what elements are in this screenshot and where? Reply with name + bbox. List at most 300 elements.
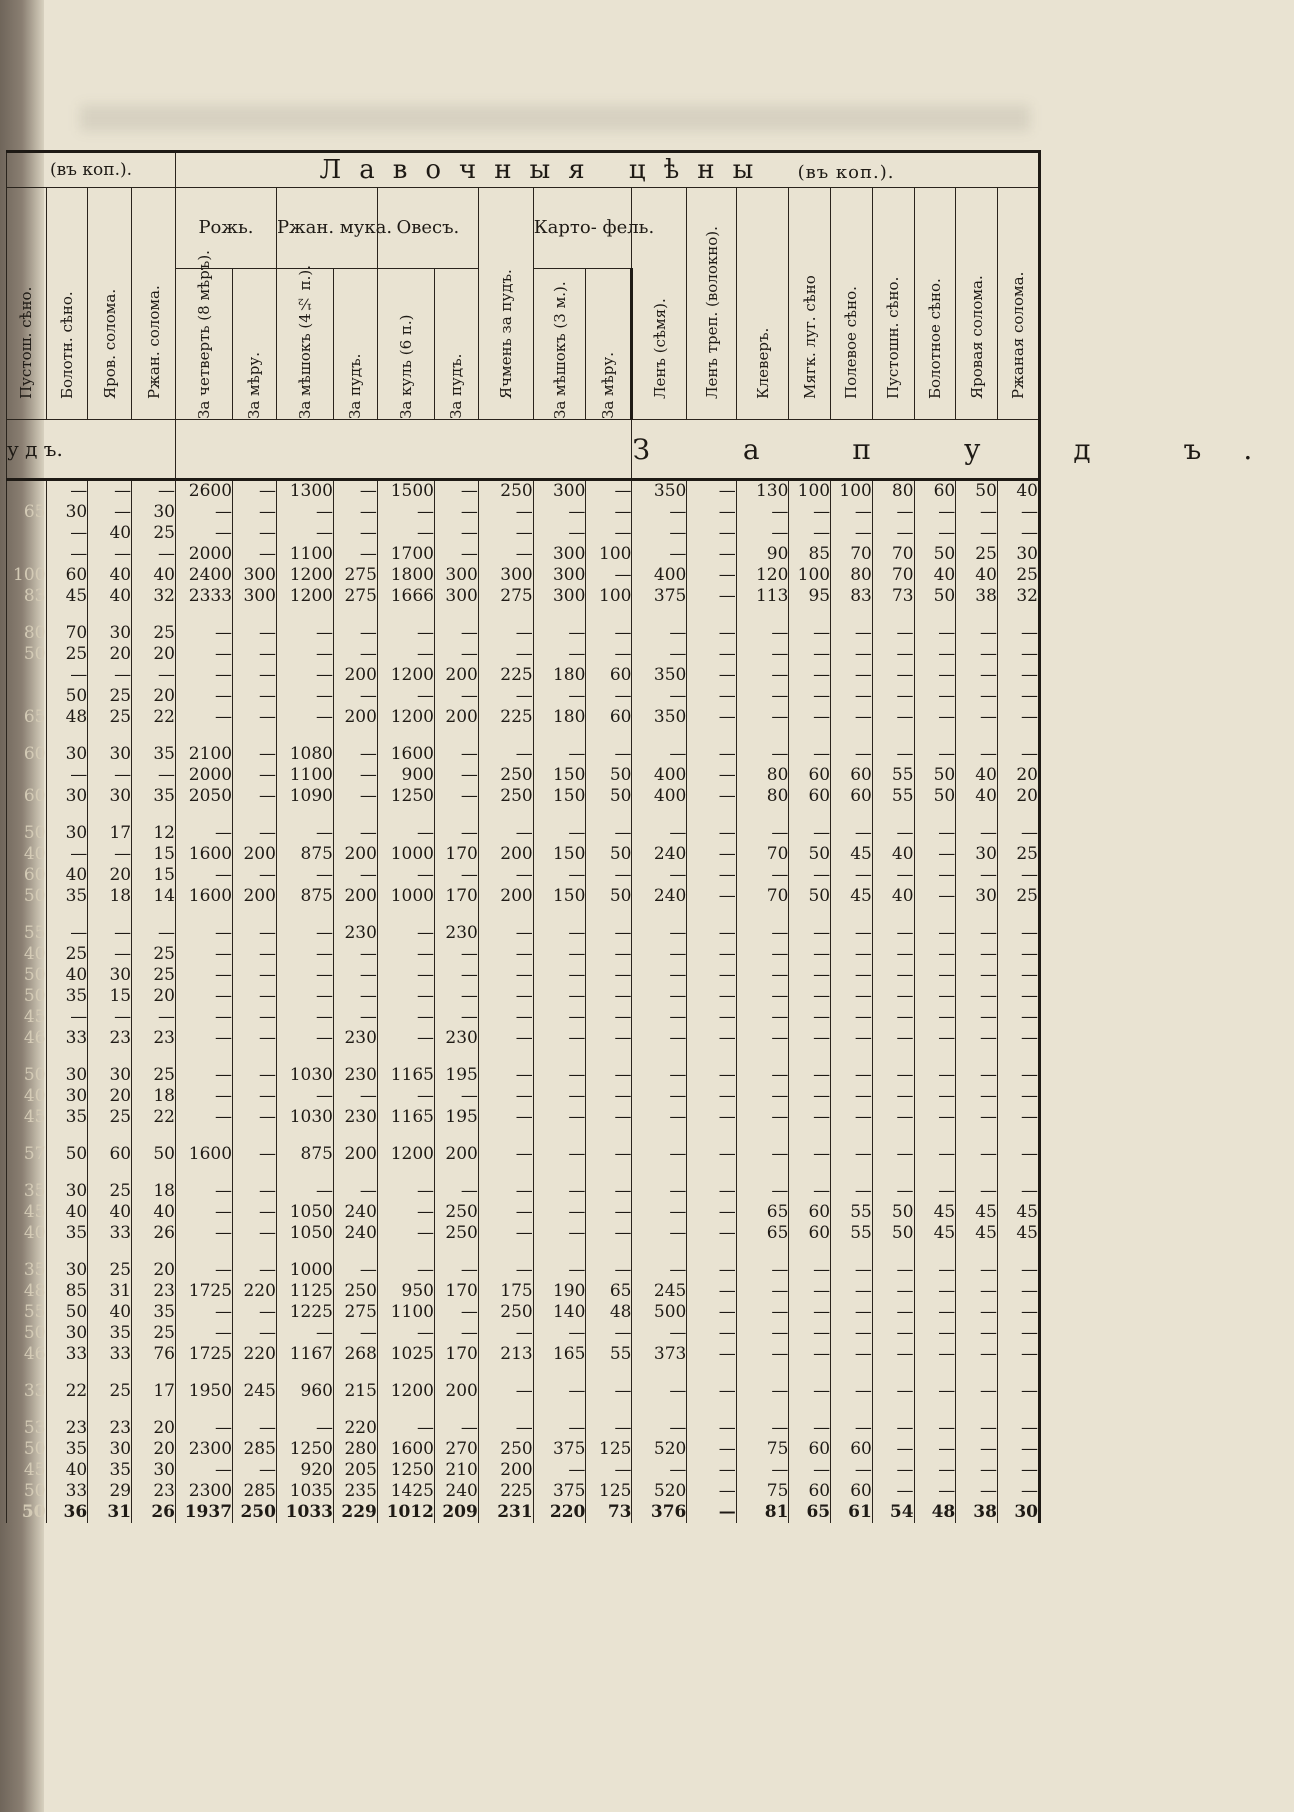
- table-cell: —: [233, 786, 277, 807]
- table-cell: —: [175, 1418, 232, 1439]
- table-cell: —: [997, 644, 1039, 665]
- table-cell: 1100: [377, 1302, 434, 1323]
- table-cell: —: [789, 823, 831, 844]
- table-cell: —: [687, 1007, 736, 1028]
- table-cell: 25: [88, 707, 132, 728]
- table-cell: —: [997, 1260, 1039, 1281]
- table-cell: 375: [533, 1439, 586, 1460]
- group-potatoes: Карто- фель.: [533, 188, 632, 269]
- table-cell: —: [434, 1181, 478, 1202]
- table-cell: 170: [434, 1281, 478, 1302]
- table-cell: —: [478, 644, 533, 665]
- table-cell: 70: [872, 544, 914, 565]
- col-marsh-hay: Болотное сѣно.: [925, 277, 944, 399]
- table-cell: —: [434, 744, 478, 765]
- table-row: [7, 765, 1040, 786]
- table-cell: —: [377, 944, 434, 965]
- table-cell: 20: [997, 765, 1039, 786]
- table-cell: 520: [632, 1481, 687, 1502]
- table-cell: —: [736, 944, 789, 965]
- table-cell: 235: [334, 1481, 378, 1502]
- table-cell: 960: [276, 1381, 333, 1402]
- table-cell: —: [478, 1065, 533, 1086]
- table-cell: 50: [46, 1302, 88, 1323]
- table-cell: 40: [46, 1202, 88, 1223]
- table-cell: —: [632, 1260, 687, 1281]
- table-row: [7, 1007, 1040, 1028]
- table-cell: 209: [434, 1502, 478, 1523]
- table-cell: —: [478, 1260, 533, 1281]
- table-cell: 80: [831, 565, 873, 586]
- table-cell: —: [914, 1418, 956, 1439]
- table-row: [7, 565, 1040, 586]
- table-cell: —: [276, 965, 333, 986]
- table-cell: —: [687, 744, 736, 765]
- table-cell: —: [997, 865, 1039, 886]
- table-cell: —: [914, 865, 956, 886]
- table-cell: —: [46, 844, 88, 865]
- table-cell: —: [872, 523, 914, 544]
- table-cell: —: [632, 686, 687, 707]
- table-cell: 1050: [276, 1202, 333, 1223]
- table-cell: —: [736, 823, 789, 844]
- table-cell: —: [478, 744, 533, 765]
- table-cell: —: [831, 1107, 873, 1128]
- table-cell: 875: [276, 886, 333, 907]
- table-cell: 55: [831, 1202, 873, 1223]
- left-unit: (въ коп.).: [7, 152, 176, 188]
- table-cell: 130: [736, 480, 789, 503]
- table-cell: [7, 544, 47, 565]
- table-cell: —: [736, 1065, 789, 1086]
- table-cell: 200: [434, 665, 478, 686]
- table-cell: —: [586, 965, 632, 986]
- table-cell: 1165: [377, 1065, 434, 1086]
- table-cell: —: [872, 944, 914, 965]
- table-cell: —: [914, 1302, 956, 1323]
- table-cell: —: [687, 665, 736, 686]
- table-cell: —: [956, 523, 998, 544]
- table-cell: —: [872, 1107, 914, 1128]
- table-cell: 65: [789, 1502, 831, 1523]
- table-cell: —: [377, 965, 434, 986]
- table-row: [7, 1481, 1040, 1502]
- table-cell: 1725: [175, 1344, 232, 1365]
- table-cell: —: [872, 1418, 914, 1439]
- table-cell: —: [175, 986, 232, 1007]
- table-cell: —: [377, 1028, 434, 1049]
- table-cell: —: [175, 1460, 232, 1481]
- table-cell: —: [789, 523, 831, 544]
- table-cell: —: [632, 1323, 687, 1344]
- table-cell: —: [872, 623, 914, 644]
- table-cell: —: [334, 502, 378, 523]
- table-cell: 40: [46, 965, 88, 986]
- table-cell: —: [789, 1107, 831, 1128]
- table-cell: 14: [132, 886, 176, 907]
- table-cell: 60: [88, 1144, 132, 1165]
- table-cell: 280: [334, 1439, 378, 1460]
- table-cell: 23: [88, 1028, 132, 1049]
- table-cell: —: [175, 1223, 232, 1244]
- table-cell: 50: [7, 1323, 47, 1344]
- table-cell: —: [872, 1181, 914, 1202]
- table-cell: 1000: [276, 1260, 333, 1281]
- table-cell: 350: [632, 665, 687, 686]
- table-cell: 65: [7, 707, 47, 728]
- table-cell: 17: [132, 1381, 176, 1402]
- table-cell: —: [478, 1181, 533, 1202]
- table-cell: —: [533, 944, 586, 965]
- table-cell: —: [997, 923, 1039, 944]
- table-cell: 1100: [276, 544, 333, 565]
- table-cell: —: [736, 1281, 789, 1302]
- table-cell: —: [175, 686, 232, 707]
- table-cell: —: [872, 665, 914, 686]
- table-cell: 20: [88, 865, 132, 886]
- table-cell: —: [533, 644, 586, 665]
- table-cell: —: [377, 1202, 434, 1223]
- table-cell: —: [632, 944, 687, 965]
- table-cell: 40: [956, 765, 998, 786]
- table-cell: 250: [334, 1281, 378, 1302]
- table-cell: —: [831, 1181, 873, 1202]
- table-cell: 250: [478, 765, 533, 786]
- table-cell: —: [533, 523, 586, 544]
- table-cell: 220: [233, 1281, 277, 1302]
- table-cell: 30: [88, 744, 132, 765]
- table-cell: 268: [334, 1344, 378, 1365]
- table-cell: —: [586, 1144, 632, 1165]
- table-cell: —: [687, 1181, 736, 1202]
- group-rye: Рожь.: [175, 188, 276, 269]
- table-cell: —: [831, 1344, 873, 1365]
- table-cell: —: [233, 1223, 277, 1244]
- table-row: [7, 586, 1040, 607]
- table-cell: 80: [736, 786, 789, 807]
- table-cell: —: [233, 665, 277, 686]
- table-cell: 85: [46, 1281, 88, 1302]
- table-cell: 230: [334, 1065, 378, 1086]
- table-cell: 60: [586, 665, 632, 686]
- table-cell: —: [478, 1323, 533, 1344]
- table-cell: —: [276, 923, 333, 944]
- table-cell: —: [914, 523, 956, 544]
- table-cell: —: [434, 644, 478, 665]
- table-title: [175, 152, 1039, 188]
- table-cell: —: [687, 1281, 736, 1302]
- table-cell: 375: [533, 1481, 586, 1502]
- table-cell: —: [377, 923, 434, 944]
- table-cell: —: [46, 523, 88, 544]
- table-cell: 245: [632, 1281, 687, 1302]
- table-row: [7, 1181, 1040, 1202]
- table-cell: —: [233, 523, 277, 544]
- table-cell: 1025: [377, 1344, 434, 1365]
- table-cell: —: [872, 1439, 914, 1460]
- table-cell: 70: [736, 886, 789, 907]
- table-cell: 40: [46, 865, 88, 886]
- table-cell: 175: [478, 1281, 533, 1302]
- table-cell: —: [831, 923, 873, 944]
- table-cell: —: [789, 1086, 831, 1107]
- table-cell: —: [997, 1323, 1039, 1344]
- table-cell: 45: [46, 586, 88, 607]
- table-cell: 50: [914, 544, 956, 565]
- table-row: [7, 1281, 1040, 1302]
- table-cell: —: [914, 823, 956, 844]
- table-cell: 200: [434, 1144, 478, 1165]
- table-cell: —: [789, 986, 831, 1007]
- table-cell: 32: [132, 586, 176, 607]
- table-cell: —: [533, 623, 586, 644]
- table-cell: 25: [997, 886, 1039, 907]
- col-pot-sack: За мѣшокъ (3 м.).: [550, 281, 569, 419]
- table-cell: —: [831, 1460, 873, 1481]
- table-cell: —: [956, 644, 998, 665]
- table-cell: —: [789, 644, 831, 665]
- table-cell: —: [956, 865, 998, 886]
- table-cell: 50: [7, 986, 47, 1007]
- table-cell: —: [434, 1260, 478, 1281]
- table-cell: —: [586, 565, 632, 586]
- table-cell: —: [956, 686, 998, 707]
- table-cell: 25: [132, 1323, 176, 1344]
- table-cell: —: [334, 1007, 378, 1028]
- table-cell: —: [687, 686, 736, 707]
- table-cell: —: [872, 1007, 914, 1028]
- table-cell: —: [276, 523, 333, 544]
- table-cell: —: [687, 1144, 736, 1165]
- table-cell: 225: [478, 707, 533, 728]
- table-cell: —: [687, 844, 736, 865]
- table-cell: —: [872, 502, 914, 523]
- table-cell: —: [687, 1223, 736, 1244]
- table-cell: —: [334, 644, 378, 665]
- table-cell: —: [956, 1260, 998, 1281]
- table-cell: —: [632, 1418, 687, 1439]
- table-cell: 23: [132, 1028, 176, 1049]
- table-cell: 23: [132, 1281, 176, 1302]
- table-cell: —: [478, 865, 533, 886]
- table-cell: 50: [132, 1144, 176, 1165]
- table-cell: 40: [46, 1460, 88, 1481]
- table-cell: 45: [914, 1223, 956, 1244]
- table-cell: 1200: [377, 1144, 434, 1165]
- table-row: [7, 707, 1040, 728]
- table-cell: —: [478, 1107, 533, 1128]
- table-cell: 50: [7, 644, 47, 665]
- table-cell: —: [997, 623, 1039, 644]
- table-cell: 55: [872, 786, 914, 807]
- table-cell: —: [478, 1418, 533, 1439]
- table-cell: —: [132, 923, 176, 944]
- table-cell: —: [233, 1107, 277, 1128]
- table-cell: 33: [46, 1481, 88, 1502]
- table-cell: 50: [7, 965, 47, 986]
- table-cell: —: [132, 480, 176, 503]
- table-cell: —: [687, 623, 736, 644]
- table-cell: 60: [789, 1202, 831, 1223]
- table-cell: —: [687, 1065, 736, 1086]
- table-cell: —: [175, 1086, 232, 1107]
- table-cell: —: [997, 1381, 1039, 1402]
- table-cell: 40: [88, 565, 132, 586]
- table-cell: 2000: [175, 544, 232, 565]
- table-cell: —: [434, 823, 478, 844]
- table-cell: —: [88, 944, 132, 965]
- table-cell: 40: [7, 944, 47, 965]
- table-row: [7, 544, 1040, 565]
- table-cell: —: [831, 502, 873, 523]
- table-cell: —: [997, 1281, 1039, 1302]
- table-cell: 180: [533, 707, 586, 728]
- col-flour-sack: За мѣшокъ (4½ п.).: [295, 265, 314, 419]
- table-cell: —: [434, 1323, 478, 1344]
- table-cell: —: [872, 986, 914, 1007]
- table-cell: —: [914, 1086, 956, 1107]
- table-cell: —: [632, 1460, 687, 1481]
- table-cell: 20: [997, 786, 1039, 807]
- table-cell: 25: [46, 944, 88, 965]
- table-cell: 205: [334, 1460, 378, 1481]
- table-cell: 60: [586, 707, 632, 728]
- col-rye-mera: За мѣру.: [245, 352, 264, 419]
- table-cell: —: [233, 765, 277, 786]
- table-cell: —: [789, 923, 831, 944]
- table-cell: 95: [789, 586, 831, 607]
- table-row: [7, 986, 1040, 1007]
- table-cell: —: [914, 1028, 956, 1049]
- table-cell: 1100: [276, 765, 333, 786]
- table-cell: 35: [46, 986, 88, 1007]
- table-cell: 30: [132, 502, 176, 523]
- table-cell: 30: [46, 1086, 88, 1107]
- table-cell: —: [687, 1107, 736, 1128]
- table-cell: —: [789, 1418, 831, 1439]
- table-cell: 70: [831, 544, 873, 565]
- table-cell: —: [175, 502, 232, 523]
- table-cell: 35: [46, 1107, 88, 1128]
- table-cell: —: [586, 744, 632, 765]
- table-cell: —: [831, 1260, 873, 1281]
- table-cell: —: [586, 1460, 632, 1481]
- table-cell: 920: [276, 1460, 333, 1481]
- table-cell: —: [233, 623, 277, 644]
- table-cell: —: [586, 502, 632, 523]
- table-cell: 1725: [175, 1281, 232, 1302]
- table-cell: 300: [533, 480, 586, 503]
- table-cell: 50: [914, 586, 956, 607]
- table-cell: —: [789, 1144, 831, 1165]
- table-cell: 300: [434, 565, 478, 586]
- table-cell: —: [434, 965, 478, 986]
- table-cell: —: [377, 502, 434, 523]
- table-cell: —: [175, 623, 232, 644]
- title-text: Лавочныя цѣны: [319, 155, 772, 185]
- table-cell: —: [334, 986, 378, 1007]
- table-cell: —: [831, 665, 873, 686]
- table-cell: 300: [533, 544, 586, 565]
- table-cell: —: [687, 1439, 736, 1460]
- table-cell: —: [687, 965, 736, 986]
- table-cell: 2100: [175, 744, 232, 765]
- table-cell: 30: [46, 1323, 88, 1344]
- table-cell: —: [831, 944, 873, 965]
- table-cell: 300: [233, 565, 277, 586]
- table-cell: —: [736, 986, 789, 1007]
- table-cell: 150: [533, 765, 586, 786]
- table-cell: —: [736, 965, 789, 986]
- table-cell: —: [533, 1086, 586, 1107]
- table-cell: 375: [632, 586, 687, 607]
- table-cell: 275: [334, 1302, 378, 1323]
- table-cell: —: [997, 502, 1039, 523]
- table-cell: —: [914, 965, 956, 986]
- table-cell: —: [377, 644, 434, 665]
- group-spacer: [7, 1365, 1040, 1381]
- group-oats: Овесъ.: [377, 188, 478, 269]
- table-cell: —: [914, 1381, 956, 1402]
- table-cell: —: [997, 1418, 1039, 1439]
- table-cell: —: [736, 1144, 789, 1165]
- col-meadow-hay: Мягк. луг. сѣно: [800, 274, 819, 399]
- table-cell: —: [233, 644, 277, 665]
- table-cell: 25: [46, 644, 88, 665]
- table-cell: —: [533, 1065, 586, 1086]
- table-cell: 20: [132, 644, 176, 665]
- table-cell: —: [233, 1007, 277, 1028]
- table-cell: —: [831, 823, 873, 844]
- table-cell: —: [175, 1007, 232, 1028]
- table-cell: —: [377, 865, 434, 886]
- price-table: [6, 150, 1294, 1523]
- table-cell: —: [956, 1086, 998, 1107]
- table-cell: 60: [831, 1481, 873, 1502]
- table-cell: 1600: [377, 1439, 434, 1460]
- table-cell: 1030: [276, 1107, 333, 1128]
- table-cell: —: [434, 1086, 478, 1107]
- table-cell: 45: [7, 1202, 47, 1223]
- table-cell: 55: [7, 1302, 47, 1323]
- table-cell: —: [789, 1344, 831, 1365]
- col-oats-kul: За куль (6 п.): [396, 314, 415, 419]
- table-cell: —: [434, 765, 478, 786]
- table-cell: 33: [46, 1028, 88, 1049]
- table-cell: —: [687, 544, 736, 565]
- table-cell: —: [46, 1007, 88, 1028]
- table-cell: —: [632, 823, 687, 844]
- table-cell: 25: [997, 844, 1039, 865]
- table-cell: —: [872, 1381, 914, 1402]
- table-cell: —: [586, 923, 632, 944]
- col-flour-pud: За пудъ.: [346, 353, 365, 419]
- table-cell: 275: [334, 565, 378, 586]
- table-cell: 200: [334, 665, 378, 686]
- table-cell: —: [334, 1086, 378, 1107]
- table-cell: —: [914, 1344, 956, 1365]
- table-cell: —: [736, 707, 789, 728]
- col-field-hay: Полевое сѣно.: [842, 285, 861, 399]
- table-cell: —: [377, 1007, 434, 1028]
- table-cell: —: [997, 744, 1039, 765]
- table-cell: 35: [132, 1302, 176, 1323]
- table-cell: —: [789, 1460, 831, 1481]
- table-cell: 50: [789, 844, 831, 865]
- table-cell: 270: [434, 1439, 478, 1460]
- table-cell: —: [789, 1181, 831, 1202]
- table-row: [7, 1107, 1040, 1128]
